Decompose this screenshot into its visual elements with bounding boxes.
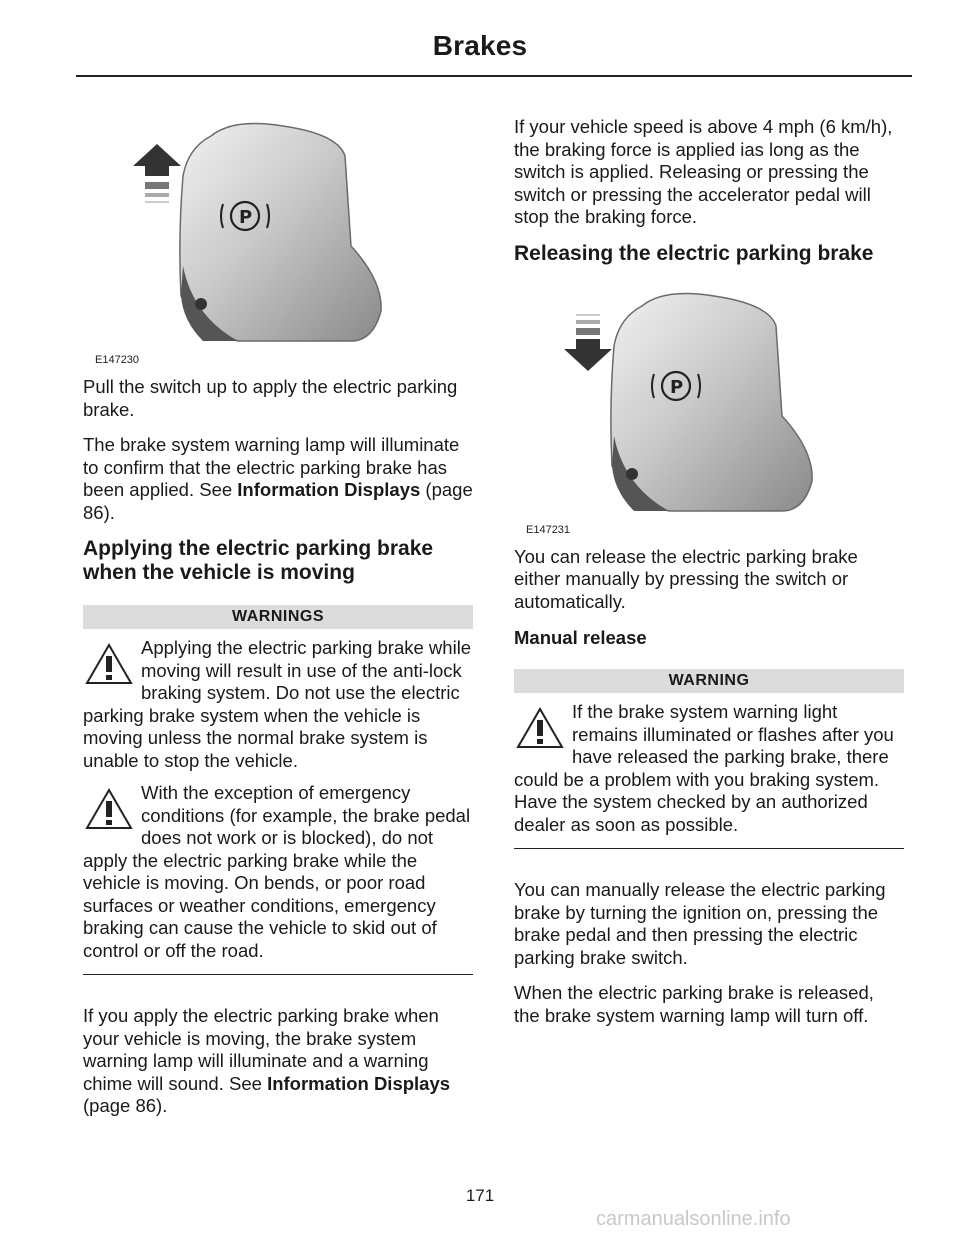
warning-text: With the exception of emergency conditions (for example, the brake pedal does not work or is blocked), do not apply the electric parking brake while the vehicle is moving. On bends, or poor road surfaces or weather conditions, emergency braking can cause the vehicle to skid out of control or off the road. [83,782,471,961]
figure-release-switch [514,286,904,538]
section-heading: Releasing the electric parking brake [514,241,874,265]
section-heading: Applying the electric parking brake when the vehicle is moving [83,537,434,584]
warning-banner: WARNING [514,669,904,693]
svg-text:P: P [670,376,684,398]
page-title: Brakes [432,30,528,61]
cross-reference-link[interactable]: Information Displays [237,479,421,500]
warning-item [83,637,473,772]
paragraph: If your vehicle speed is above 4 mph (6 km/h), the braking force is applied ias long as the switch is applied. Releasing or pressing the switch or pressing the accelerator pedal will stop the braking force. [514,116,893,227]
paragraph: If you apply the electric parking brake when your vehicle is moving, the brake system warning lamp will illuminate and a warning chime will sound. See Information Displays (page 86). [83,1005,451,1116]
arrow-up-icon [133,144,181,203]
warning-triangle-icon [83,784,135,832]
paragraph: You can manually release the electric parking brake by turning the ignition on, pressing the brake pedal and then pressing the electric parking brake switch. [514,879,886,968]
header-divider [76,75,912,77]
parking-brake-switch-down-illustration [514,286,904,538]
paragraph: When the electric parking brake is released, the brake system warning lamp will turn off. [514,982,874,1026]
warning-item [83,782,473,962]
subsection-heading: Manual release [514,627,647,648]
warning-triangle-icon [83,639,135,687]
figure-id: E147230 [95,354,140,366]
right-column [514,116,904,1040]
warnings-banner: WARNINGS [83,605,473,629]
paragraph: Pull the switch up to apply the electric parking brake. [83,376,458,420]
warning-text: Applying the electric parking brake while moving will result in use of the anti-lock braking system. Do not use the electric parking brake system when the vehicle is moving unless the normal brake system is unable to stop the vehicle. [83,637,472,771]
parking-brake-switch-up-illustration [83,116,473,368]
svg-text:P: P [239,207,253,228]
arrow-down-icon [564,314,612,371]
cross-reference-link[interactable]: Information Displays [267,1072,451,1094]
page-number: 171 [465,1186,495,1205]
left-column [83,116,473,1131]
paragraph: You can release the electric parking brake either manually by pressing the switch or automatically. [514,545,858,612]
paragraph: The brake system warning lamp will illuminate to confirm that the electric parking brake has been applied. See Information Displays (page 86). [83,434,473,523]
figure-apply-switch [83,116,473,368]
warning-item [514,701,904,836]
figure-id: E147231 [526,523,571,536]
warning-end-rule [83,974,473,975]
warning-end-rule [514,848,904,849]
watermark: carmanualsonline.info [596,1208,791,1230]
warning-text: If the brake system warning light remains illuminated or flashes after you have released the parking brake, there could be a problem with you braking system. Have the system checked by an authorized dealer as soon as possible. [514,701,894,835]
warning-triangle-icon [514,703,566,751]
